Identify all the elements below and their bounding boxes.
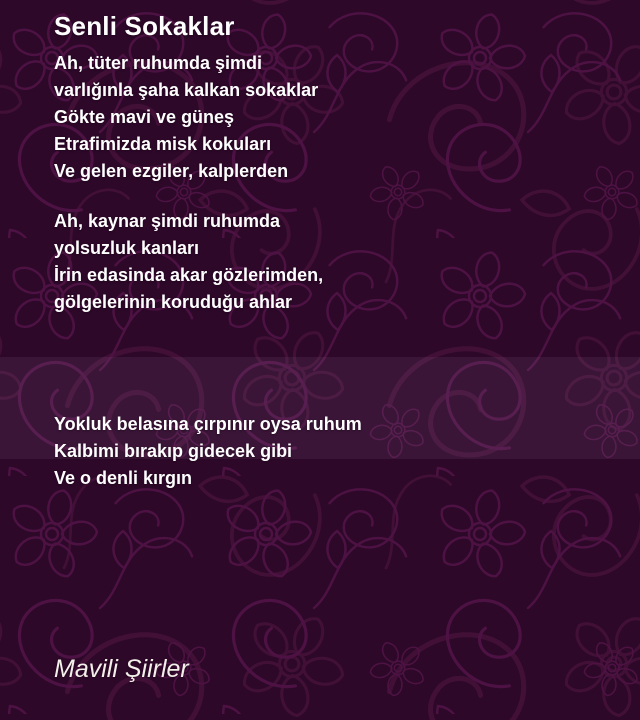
poem-line: Ve gelen ezgiler, kalplerden [54, 161, 289, 181]
poem-title: Senli Sokaklar [54, 11, 235, 41]
poem-line: İrin edasinda akar gözlerimden, [54, 265, 324, 285]
poem-line: Yokluk belasına çırpınır oysa ruhum [54, 414, 362, 434]
poem-line: Etrafimizda misk kokuları [54, 134, 272, 154]
poem-line: Ve o denli kırgın [54, 468, 193, 488]
poem-line: Ah, tüter ruhumda şimdi [54, 53, 263, 73]
poem-line: yolsuzluk kanları [54, 238, 200, 258]
poem-stanza-3 [54, 411, 362, 492]
poem-line: varlığınla şaha kalkan sokaklar [54, 80, 319, 100]
poem-line: gölgelerinin koruduğu ahlar [54, 292, 293, 312]
poem-line: Ah, kaynar şimdi ruhumda [54, 211, 281, 231]
poem-line: Kalbimi bırakıp gidecek gibi [54, 441, 293, 461]
site-name: Mavili Şiirler [54, 655, 189, 683]
poem-line: Gökte mavi ve güneş [54, 107, 235, 127]
poem-stanza-2 [54, 208, 323, 316]
poem-stanza-1 [54, 50, 318, 185]
